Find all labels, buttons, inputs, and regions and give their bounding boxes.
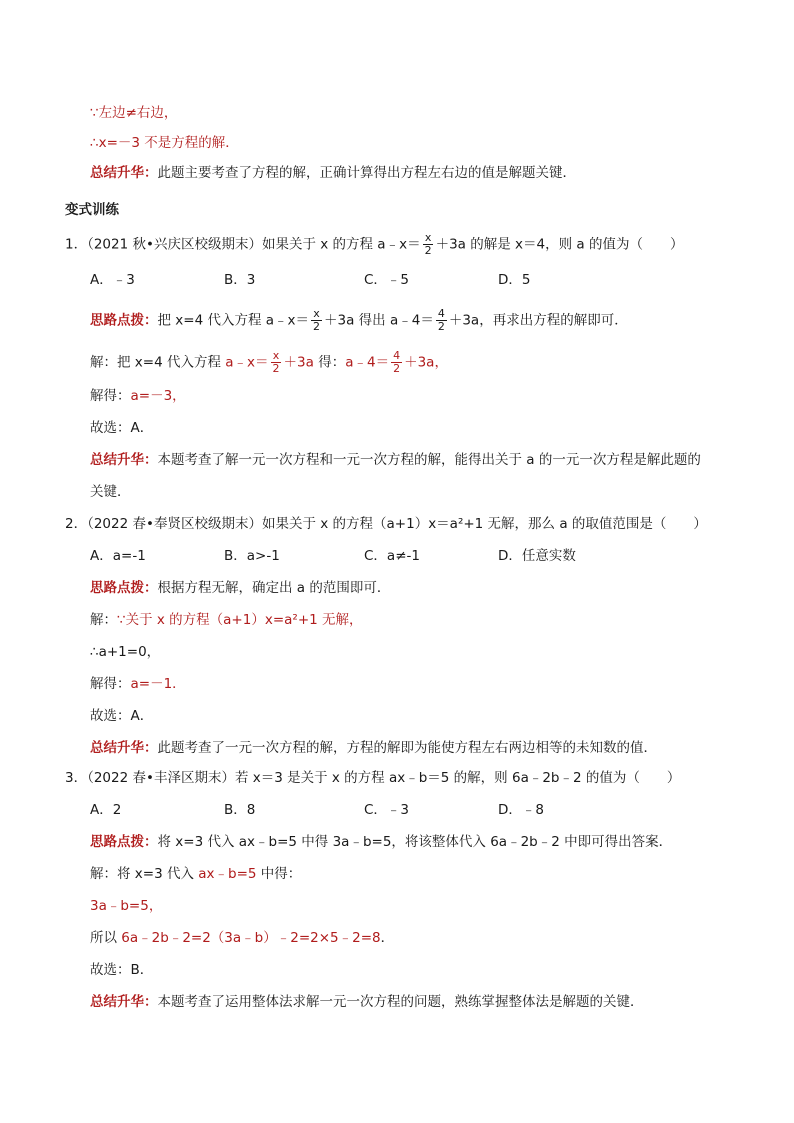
q3-option-d: D．﹣8 — [498, 802, 544, 818]
summary-line — [90, 163, 576, 183]
q1-answer: 故选：A． — [90, 420, 154, 436]
q1-hint-fraction-1-den: 2 — [313, 320, 321, 333]
q1-stem-pre: 1．（2021 秋•兴庆区校级期末）如果关于 x 的方程 a﹣x＝ — [65, 236, 421, 253]
q2-result — [90, 674, 186, 694]
q3-step: 3a﹣b=5， — [90, 898, 163, 914]
q1-summary-label: 总结升华： — [90, 452, 158, 468]
q3-summary-text: 本题考查了运用整体法求解一元一次方程的问题，熟练掌握整体法是解题的关键． — [157, 994, 644, 1010]
q2-summary-label: 总结升华： — [90, 740, 158, 756]
q2-option-d: D．任意实数 — [498, 548, 576, 564]
q1-option-a: A．﹣3 — [90, 272, 135, 288]
q1-solution-fraction-1 — [271, 350, 282, 375]
q1-solution-a: 解：把 x=4 代入方程 — [90, 354, 226, 371]
q3-calc-end: ． — [380, 930, 395, 946]
q2-hint-label: 思路点拨： — [90, 580, 158, 596]
q2-option-a: A．a=-1 — [90, 548, 146, 564]
q2-stem: 2．（2022 春•奉贤区校级期末）如果关于 x 的方程（a+1）x＝a²+1 无解，那么 a 的取值范围是（ ） — [65, 516, 707, 532]
q3-summary-label: 总结升华： — [90, 994, 158, 1010]
q1-option-b: B．3 — [224, 272, 256, 288]
q3-option-a: A．2 — [90, 802, 122, 818]
q2-answer: 故选：A． — [90, 708, 154, 724]
q3-calc-label: 所以 — [90, 930, 122, 946]
q3-solution-a: 解：将 x=3 代入 — [90, 866, 199, 882]
q1-option-d: D．5 — [498, 272, 531, 288]
q3-calc-expression: 6a﹣2b﹣2=2（3a﹣b）﹣2=2×5﹣2=8 — [121, 930, 381, 946]
q2-result-value: a=－1． — [130, 676, 186, 692]
q1-hint-c: ＋3a，再求出方程的解即可． — [448, 312, 628, 329]
line-because: ∵左边≠右边， — [90, 105, 178, 121]
q1-solution-fraction-2-den: 2 — [393, 362, 401, 375]
q2-step: ∴a+1=0， — [90, 644, 161, 660]
q1-hint-a: 把 x=4 代入方程 a﹣x＝ — [157, 312, 310, 329]
q1-solution-fraction-2-num: 4 — [393, 349, 401, 362]
q1-solution-d: 得： — [313, 354, 346, 371]
q3-hint-label: 思路点拨： — [90, 834, 158, 850]
section-heading: 变式训练 — [65, 202, 119, 218]
q1-result-label: 解得： — [90, 388, 131, 404]
line-therefore: ∴x=－3 不是方程的解． — [90, 135, 239, 151]
q3-solution — [90, 864, 301, 884]
q1-fraction — [423, 232, 434, 257]
q2-solution-text: ∵关于 x 的方程（a+1）x=a²+1 无解， — [117, 612, 363, 628]
q1-summary-cont: 关键． — [90, 484, 131, 500]
q1-hint-b: ＋3a 得出 a﹣4＝ — [324, 312, 434, 329]
q3-hint-text: 将 x=3 代入 ax﹣b=5 中得 3a﹣b=5，将该整体代入 6a﹣2b﹣2 中即可得出答案． — [157, 834, 673, 850]
q1-solution-fraction-1-num: x — [272, 349, 280, 362]
q1-stem-post: ＋3a 的解是 x＝4，则 a 的值为（ ） — [435, 236, 684, 253]
q1-fraction-den: 2 — [424, 244, 432, 257]
q1-hint-label: 思路点拨： — [90, 312, 158, 329]
q1-fraction-num: x — [424, 231, 432, 244]
q1-hint-fraction-2-num: 4 — [437, 307, 445, 320]
q1-hint-fraction-1-num: x — [313, 307, 320, 320]
q1-stem — [65, 232, 683, 257]
q2-option-c: C．a≠-1 — [364, 548, 420, 564]
summary-label: 总结升华： — [90, 165, 158, 181]
q1-solution — [90, 350, 448, 375]
q1-solution-fraction-2 — [391, 350, 402, 375]
q3-hint — [90, 832, 672, 852]
q1-hint-fraction-2 — [436, 308, 447, 333]
q1-summary-text: 本题考查了解一元一次方程和一元一次方程的解，能得出关于 a 的一元一次方程是解此题的 — [157, 452, 701, 468]
q3-summary — [90, 992, 644, 1012]
q2-summary-text: 此题考查了一元一次方程的解，方程的解即为能使方程左右两边相等的未知数的值． — [157, 740, 657, 756]
q1-hint — [90, 308, 628, 333]
q2-solution — [90, 610, 363, 630]
q1-hint-fraction-1 — [311, 308, 322, 333]
q3-answer: 故选：B． — [90, 962, 154, 978]
q3-option-b: B．8 — [224, 802, 256, 818]
q2-hint — [90, 578, 390, 598]
q2-solution-label: 解： — [90, 612, 117, 628]
q1-option-c: C．﹣5 — [364, 272, 410, 288]
q2-summary — [90, 738, 657, 758]
q1-solution-e: a﹣4＝ — [345, 354, 390, 371]
q1-solution-f: ＋3a， — [404, 354, 448, 371]
q1-solution-b: a﹣x＝ — [225, 354, 269, 371]
q2-hint-text: 根据方程无解，确定出 a 的范围即可． — [157, 580, 391, 596]
q1-solution-fraction-1-den: 2 — [272, 362, 280, 375]
q2-result-label: 解得： — [90, 676, 131, 692]
q3-calc — [90, 928, 394, 948]
summary-text: 此题主要考查了方程的解，正确计算得出方程左右边的值是解题关键． — [157, 165, 576, 181]
q1-hint-fraction-2-den: 2 — [437, 320, 445, 333]
q1-result — [90, 386, 186, 406]
q3-stem: 3．（2022 春•丰泽区期末）若 x＝3 是关于 x 的方程 ax﹣b＝5 的解，则 6a﹣2b﹣2 的值为（ ） — [65, 770, 681, 786]
q3-solution-c: 中得： — [256, 866, 302, 882]
q1-result-value: a=－3， — [130, 388, 186, 404]
q2-option-b: B．a>-1 — [224, 548, 280, 564]
q1-solution-c: ＋3a — [283, 354, 314, 371]
q1-summary — [90, 450, 701, 470]
q3-solution-b: ax﹣b=5 — [198, 866, 257, 882]
q3-option-c: C．﹣3 — [364, 802, 410, 818]
